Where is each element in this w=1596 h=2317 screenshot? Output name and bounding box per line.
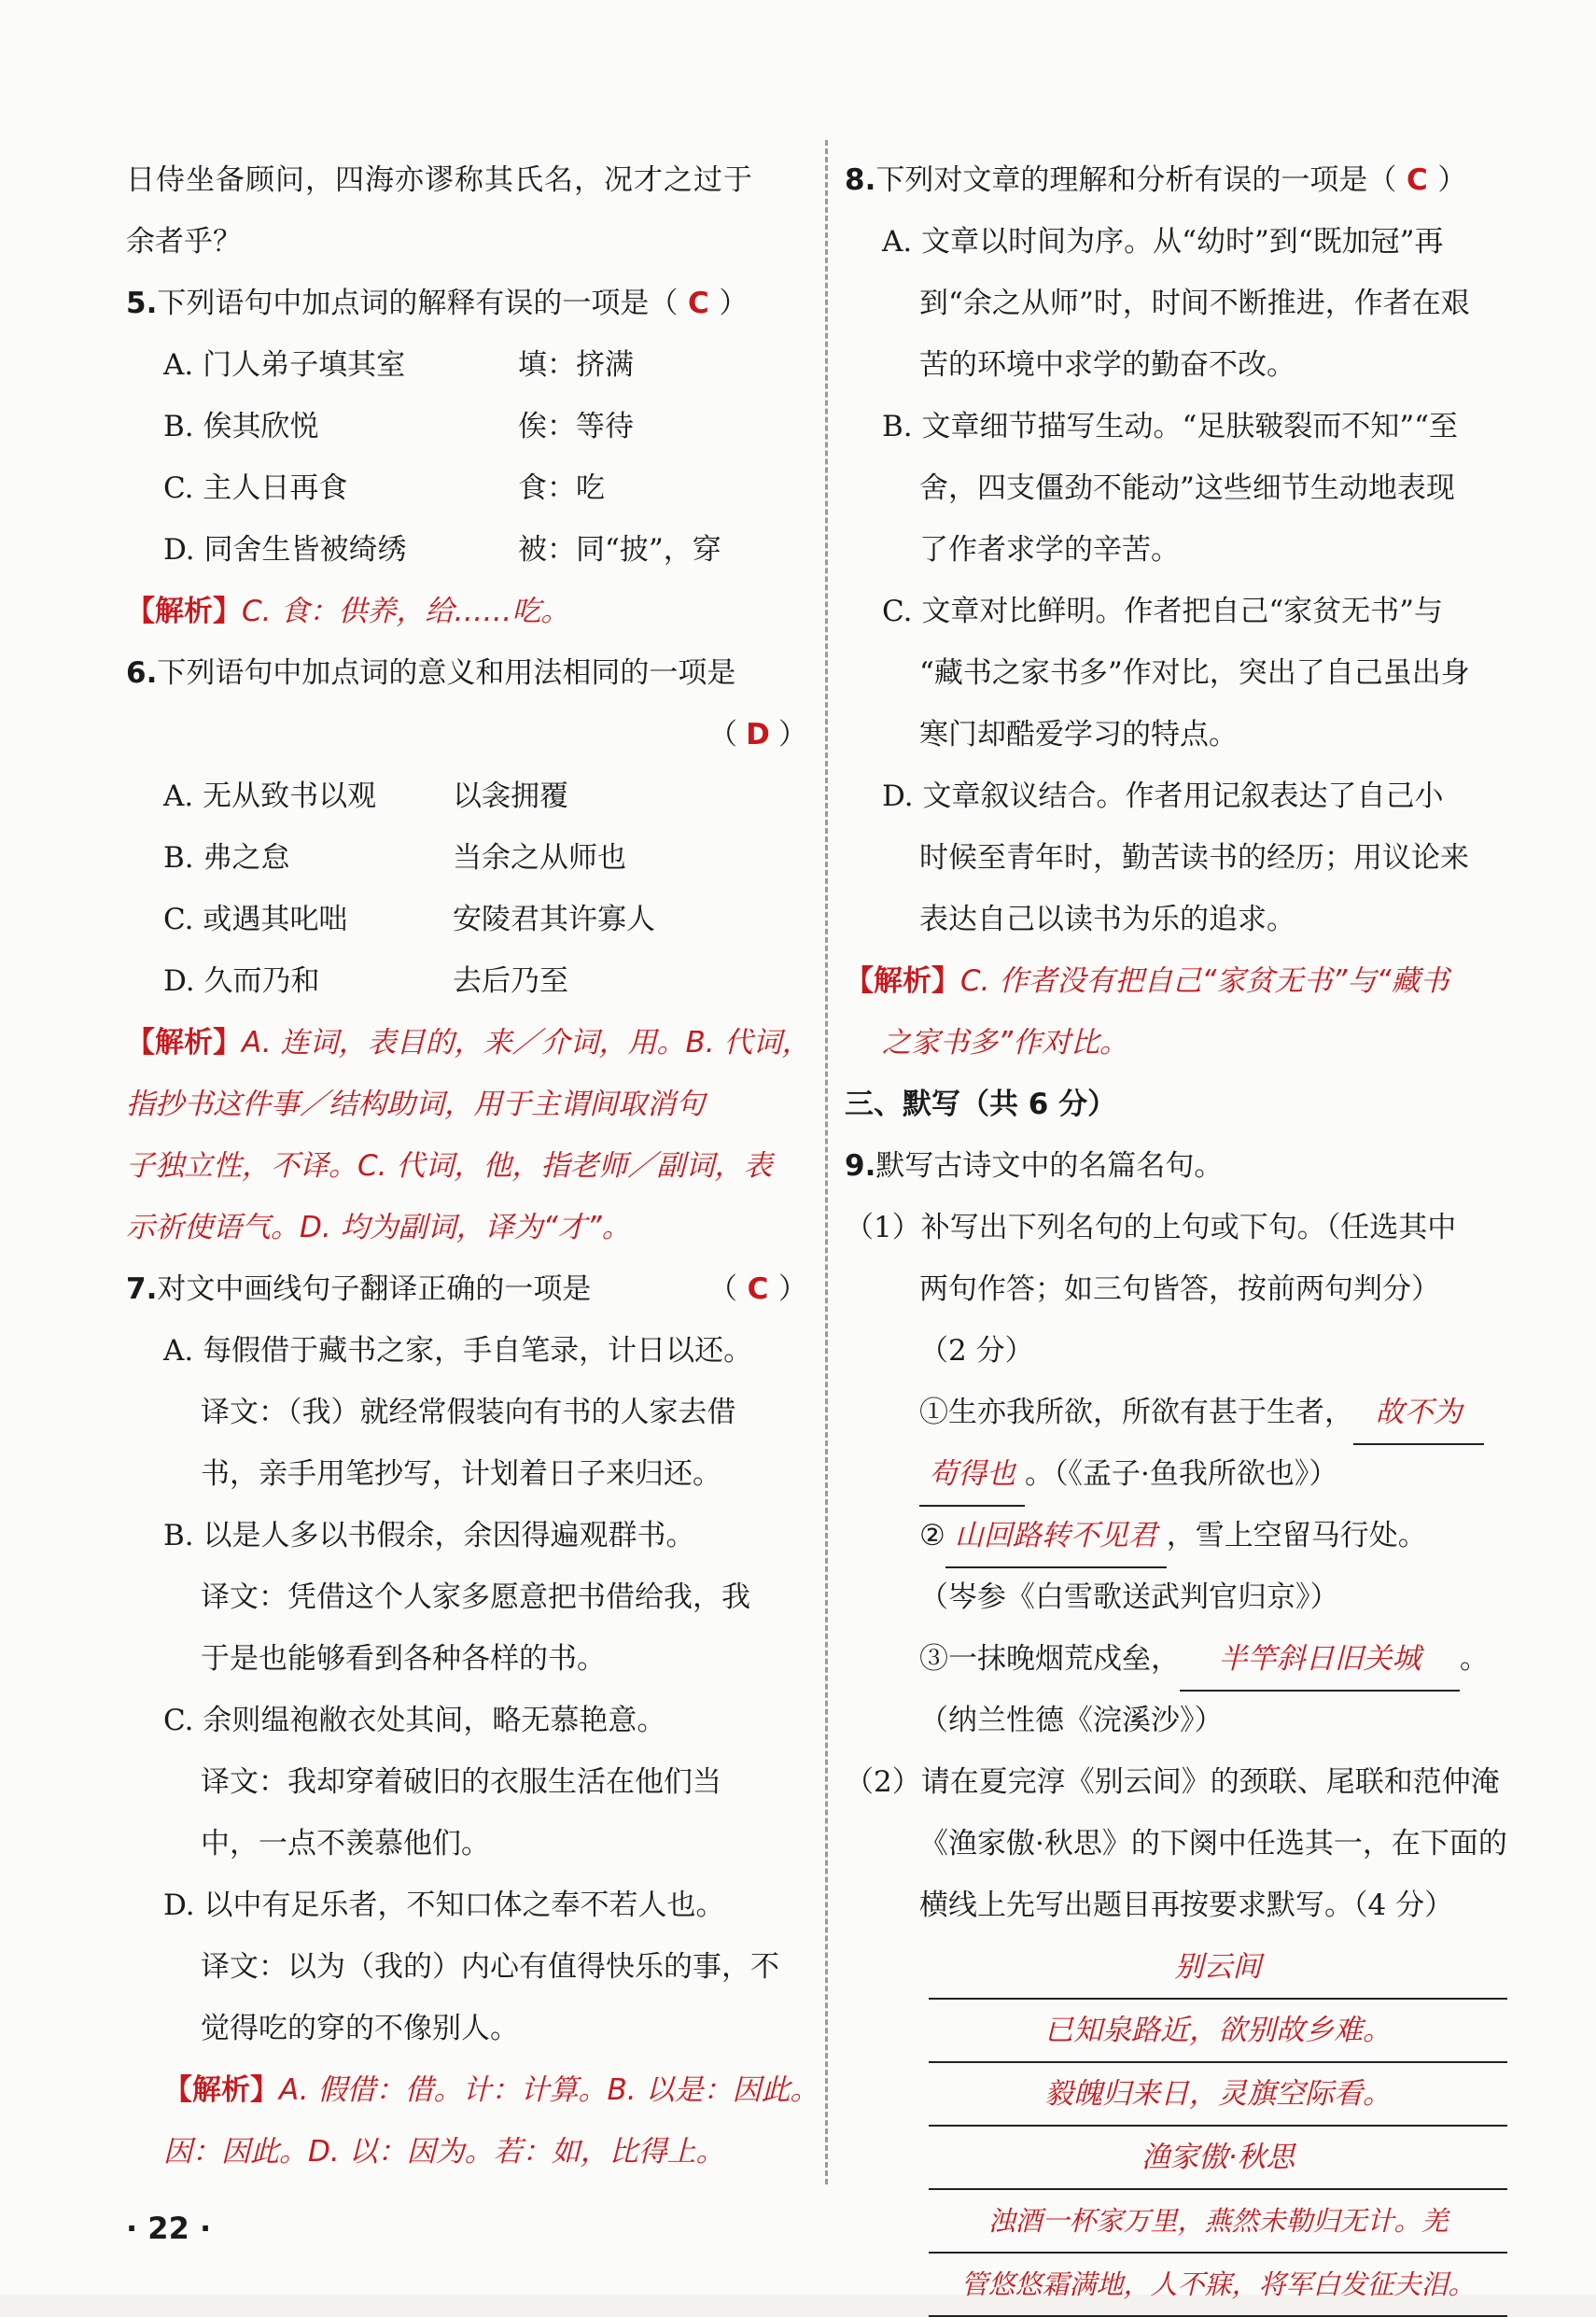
paren-close: ） [1437,163,1467,197]
option-line: 到“余之从师”时，时间不断推进，作者在艰 [919,287,1470,320]
answer-line: 浊酒一杯家万里，燕然未勒归无计。羌 [929,2190,1507,2254]
translation-line: 译文：（我）就经常假装向有书的人家去借 [201,1396,736,1429]
fill-item-1 [845,1382,1521,1443]
option-line: 时候至青年时，勤苦读书的经历；用议论来 [919,841,1469,875]
analysis-tag: 【解析】 [163,2073,279,2107]
question-stem: 对文中画线句子翻译正确的一项是 [157,1272,592,1306]
answer-line: 别云间 [929,1936,1507,2000]
option-b: 去后乃至 [453,964,568,998]
option-row [126,765,807,827]
answer-mark: C [747,1272,769,1306]
option-sentence: D. 同舍生皆被绮绣 [163,533,407,567]
question-number: 8. [845,163,876,197]
source-text: 。（《孟子·鱼我所欲也》） [1025,1457,1338,1491]
option-explanation: 食：吃 [518,471,605,505]
option-row [126,827,807,889]
answer-line: 毅魄归来日，灵旗空际看。 [929,2063,1507,2127]
prompt-text: ② [919,1519,945,1552]
option-line: 寒门却酷爱学习的特点。 [919,718,1238,751]
fill-item-1-cont [845,1443,1521,1505]
part-1-instruction: 两句作答；如三句皆答，按前两句判分） [919,1272,1440,1306]
fill-item-3 [845,1628,1521,1690]
answer-blank: 山回路转不见君 [945,1505,1167,1568]
answer-blank: 故不为 [1353,1382,1484,1445]
question-5 [126,273,807,334]
option-line: B. 以是人多以书假余，余因得遍观群书。 [163,1519,695,1552]
translation-line: 中，一点不羡慕他们。 [201,1827,490,1861]
part-2-instruction: （2）请在夏完淳《别云间》的颈联、尾联和范仲淹 [845,1765,1500,1799]
analysis-tag: 【解析】 [845,964,960,998]
section-heading: 三、默写（共 6 分） [845,1088,1117,1121]
analysis [126,1012,811,1074]
analysis-text: 指抄书这件事／结构助词，用于主谓间取消句 [126,1088,705,1121]
question-stem: 默写古诗文中的名篇名句。 [875,1149,1224,1183]
option-line: A. 每假借于藏书之家，手自笔录，计日以还。 [163,1334,753,1368]
translation-line: 于是也能够看到各种各样的书。 [201,1642,606,1676]
answer-blank: 半竿斜日旧关城 [1180,1628,1460,1692]
analysis [126,2059,819,2121]
option-explanation: 被：同“披”，穿 [518,533,721,567]
option-row [126,334,807,396]
analysis-text: A. 连词，表目的，来／介词，用。B. 代词， [242,1026,811,1060]
answer-row [126,704,807,765]
option-line: C. 文章对比鲜明。作者把自己“家贫无书”与 [882,595,1444,628]
part-2-instruction: 《渔家傲·秋思》的下阕中任选其一，在下面的 [919,1827,1507,1861]
analysis-text: C. 食：供养，给……吃。 [242,595,570,628]
option-row [126,457,807,519]
option-b: 安陵君其许寡人 [453,903,655,936]
option-explanation: 俟：等待 [518,410,634,443]
answer-line: 已知泉路近，欲别故乡难。 [929,2000,1507,2063]
translation-line: 觉得吃的穿的不像别人。 [201,2012,519,2045]
option-line: 了作者求学的辛苦。 [919,533,1180,567]
answer-mark: C [687,287,709,320]
analysis-text: C. 作者没有把自己“家贫无书”与“藏书 [960,964,1449,998]
option-explanation: 填：挤满 [518,348,634,382]
paren-close: ） [778,718,807,751]
answer-paren [708,1258,807,1320]
option-sentence: A. 门人弟子填其室 [163,348,406,382]
analysis-tag: 【解析】 [126,1026,242,1060]
part-1-instruction: （2 分） [919,1334,1034,1368]
option-row [126,396,807,457]
part-2-instruction: 横线上先写出题目再按要求默写。（4 分） [919,1889,1454,1922]
analysis-tag: 【解析】 [126,595,242,628]
answer-blank: 苟得也 [919,1443,1025,1507]
analysis-text: 之家书多”作对比。 [882,1026,1129,1060]
option-a: D. 久而乃和 [163,964,320,998]
prompt-text: 。 [1460,1642,1489,1676]
question-stem: 下列语句中加点词的意义和用法相同的一项是 [157,656,736,690]
option-row [126,519,807,581]
analysis-text: 因：因此。D. 以：因为。若：如，比得上。 [163,2135,725,2169]
option-line: 表达自己以读书为乐的追求。 [919,903,1295,936]
translation-line: 书，亲手用笔抄写，计划着日子来归还。 [201,1457,721,1491]
part-1-instruction: （1）补写出下列名句的上句或下句。（任选其中 [845,1211,1457,1244]
option-line: 苦的环境中求学的勤奋不改。 [919,348,1295,382]
paren-open: （ [708,718,737,751]
question-number: 7. [126,1272,158,1306]
option-line: “藏书之家书多”作对比，突出了自己虽出身 [919,656,1470,690]
paren-close: ） [778,1272,807,1306]
question-number: 9. [845,1149,876,1183]
option-sentence: C. 主人日再食 [163,471,348,505]
source-text: （纳兰性德《浣溪沙》） [919,1704,1224,1737]
option-line: D. 文章叙议结合。作者用记叙表达了自己小 [882,779,1444,813]
question-stem: 下列语句中加点词的解释有误的一项是（ [157,287,679,320]
answer-line: 渔家傲·秋思 [929,2127,1507,2190]
question-6 [126,642,807,704]
option-line: D. 以中有足乐者，不知口体之奉不若人也。 [163,1889,725,1922]
paren-close: ） [719,287,749,320]
option-a: C. 或遇其叱咄 [163,903,348,936]
question-7 [126,1258,807,1320]
analysis-text: 示祈使语气。D. 均为副词，译为“才”。 [126,1211,631,1244]
source-text: （岑参《白雪歌送武判官归京》） [919,1580,1339,1614]
option-a: B. 弗之怠 [163,841,290,875]
page-number: · 22 · [126,2211,212,2246]
translation-line: 译文：以为（我的）内心有值得快乐的事，不 [201,1950,779,1984]
option-row [126,950,807,1012]
question-number: 6. [126,656,158,690]
option-a: A. 无从致书以观 [163,779,377,813]
translation-line: 译文：我却穿着破旧的衣服生活在他们当 [201,1765,721,1799]
analysis-text: 子独立性，不译。C. 代词，他，指老师／副词，表 [126,1149,773,1183]
option-line: 舍，四支僵劲不能动”这些细节生动地表现 [919,471,1455,505]
paren-open: （ [708,1272,737,1306]
option-row [126,889,807,950]
option-b: 以衾拥覆 [453,779,568,813]
question-9 [845,1135,1521,1197]
analysis [845,950,1521,1012]
prompt-text: ，雪上空留马行处。 [1166,1519,1427,1552]
fill-item-2 [845,1505,1521,1566]
analysis [126,581,807,642]
prompt-text: ③一抹晚烟荒戍垒， [919,1642,1180,1676]
option-line: A. 文章以时间为序。从“幼时”到“既加冠”再 [882,225,1444,259]
question-number: 5. [126,287,158,320]
column-divider [825,140,828,2184]
passage-continuation: 日侍坐备顾问，四海亦谬称其氏名，况才之过于 [126,163,753,197]
option-line: C. 余则缊袍敝衣处其间，略无慕艳意。 [163,1704,666,1737]
analysis-text: A. 假借：借。计：计算。B. 以是：因此。 [279,2073,819,2107]
option-sentence: B. 俟其欣悦 [163,410,319,443]
question-stem: 下列对文章的理解和分析有误的一项是（ [875,163,1397,197]
prompt-text: ①生亦我所欲，所欲有甚于生者， [919,1396,1353,1429]
answer-mark: D [746,718,770,751]
translation-line: 译文：凭借这个人家多愿意把书借给我，我 [201,1580,750,1614]
left-column [126,149,819,2183]
option-b: 当余之从师也 [453,841,626,875]
passage-continuation: 余者乎？ [126,225,242,259]
answer-line: 管悠悠霜满地，人不寐，将军白发征夫泪。 [929,2254,1507,2317]
question-8 [845,149,1521,211]
answer-mark: C [1406,163,1428,197]
right-column [845,149,1521,2317]
option-line: B. 文章细节描写生动。“足肤皲裂而不知”“至 [882,410,1459,443]
